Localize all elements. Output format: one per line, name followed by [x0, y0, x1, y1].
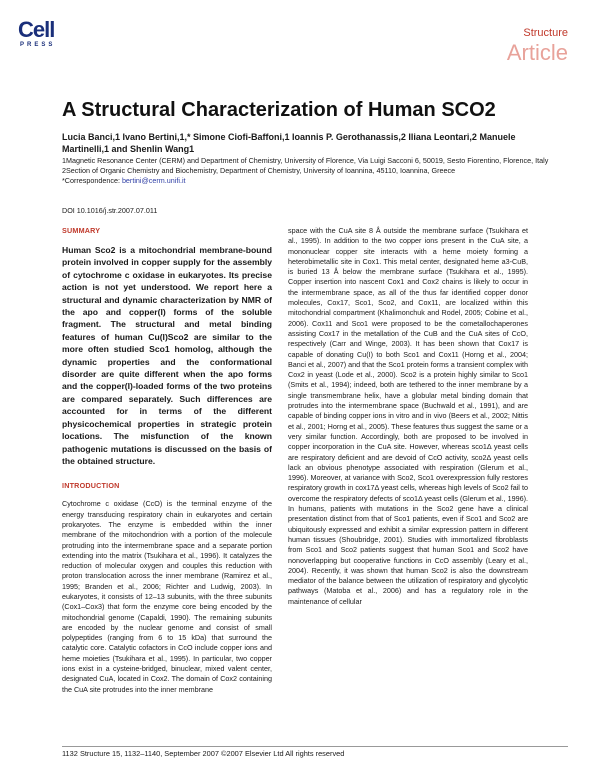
correspondence-email-link[interactable]: bertini@cerm.unifi.it	[121, 176, 186, 185]
column-two-text: space with the CuA site 8 Å outside the membrane surface (Tsukihara et al., 1995). In addition to the two copper ions present in the CuA site, a mononuclear copper site interacts with a heme moiety forming a heterobimetallic site in Cox1. This metal center, designated heme a3-CuB, is buried 13 Å below the membrane surface (Tsukihara et al., 1995). Copper insertion into nascent Cox1 and Cox2 chains is likely to occur in the intermembrane space, as all of the thus far identified copper donor molecules, Cox17, Sco1, Sco2, and Cox11, are localized within this mitochondrial compartment (Khalimonchuk and Rodel, 2005; Cobine et al., 2006). Cox11 and Sco1 were proposed to be the cometallochaperones assisting Cox17 in the metallation of the CuB and the CuA sites of CcO, respectively (Carr and Winge, 2003). It has been shown that Cox17 is capable of donating Cu(I) to both Sco1 and Cox11 (Horng et al., 2004; Banci et al., 2007) and that the Sco1 protein forms a transient complex with Cox2 in yeast (Lode et al., 2000). Sco2 is a protein highly similar to Sco1 (Smits et al., 1994); indeed, both are tethered to the inner membrane by a single transmembrane helix, have a globular metal binding domain that protrudes into the intermembrane space (Buchwald et al., 1991), and are capable of binding copper ions in vitro and in vivo (Beers et al., 2002; Nittis et al., 2001; Horng et al., 2005). These features thus suggest the same or a very similar function. Accordingly, both are proposed to be involved in copper incorporation in the CuA site. However, whereas sco1Δ yeast cells are respiratory deficient and are devoid of CcO activity, sco2Δ yeast cells lack an obvious phenotype associated with respiration (Glerum et al., 1996). Moreover, at variance with Sco2, Sco1 overexpression fully restores respiratory growth in cox17Δ yeast cells, whereas high levels of Sco2 fail to overcome the respiratory defects of sco1Δ yeast cells (Glerum et al., 1996). In humans, patients with mutations in the Sco2 gene have a clinical presentation distinct from that of Sco1 patients, even if Sco1 and Sco2 are ubiquitously expressed and exhibit a similar expression pattern in different human tissues (Shoubridge, 2001). Studies with immortalized fibroblasts from Sco1 and Sco2 patients suggest that human Sco1 and Sco2 have nonoverlapping but cooperative functions in CcO assembly (Leary et al., 2004). Recently, it was shown that human Sco2 is also the downstream mediator of the balance between the utilization of respiratory and glycolytic pathways (Matoba et al., 2006) and has a regulatory role in the maintenance of cellular	[288, 226, 528, 606]
author-list: Lucia Banci,1 Ivano Bertini,1,* Simone Ciofi-Baffoni,1 Ioannis P. Gerothanassis,2 Iliana Leontari,2 Manuele Martinelli,1 and Shenlin Wang1	[62, 132, 516, 154]
article-type: Article	[506, 40, 568, 65]
journal-name: Structure	[523, 27, 568, 39]
page-footer: 1132 Structure 15, 1132–1140, September 2007 ©2007 Elsevier Ltd All rights reserved	[62, 749, 345, 758]
left-column	[62, 226, 272, 695]
affiliations	[62, 156, 562, 186]
cell-logo-text: Cell	[18, 17, 55, 42]
footer-rule	[62, 746, 568, 747]
introduction-heading: INTRODUCTION	[62, 481, 120, 491]
introduction-text: Cytochrome c oxidase (CcO) is the terminal enzyme of the energy transducing respiratory chain in eukaryotes and certain prokaryotes. The enzyme is embedded within the inner membrane of the mitochondrion with a portion of the molecule protruding into the intermembrane space and a separate portion extending into the matrix (Tsukihara et al., 1996). It catalyzes the reduction of molecular oxygen and couples this reduction with proton translocation across the inner membrane (Ramirez et al., 1995; Branden et al., 2006; Richter and Ludwig, 2003). In eukaryotes, it consists of 12–13 subunits, with the three subunits (Cox1–Cox3) that form the enzyme core being encoded by the mitochondrial genome (Capaldi, 1990). The remaining subunits are encoded by the nuclear genome and consist of small polypeptides (ranging from 6 to 15 kDa) that surround the catalytic core. Catalytic cofactors in CcO include copper ions and heme moieties (Tsukihara et al., 1995). In particular, two copper ions exist in a cysteine-bridged, binuclear, mixed valent center, designated CuA, located in Cox2. The domain of Cox2 containing the CuA site protrudes into the inner membrane	[62, 499, 272, 694]
summary-heading: SUMMARY	[62, 226, 101, 235]
correspondence	[62, 176, 562, 186]
right-column	[288, 226, 528, 607]
paper-title: A Structural Characterization of Human SCO2	[62, 99, 496, 121]
correspondence-label: *Correspondence:	[62, 176, 122, 185]
summary-text: Human Sco2 is a mitochondrial membrane-bound protein involved in copper supply for the assembly of cytochrome c oxidase in eukaryotes. Its precise action is not yet understood. We report here a structural and dynamic characterization by NMR of the apo and copper(I) forms of the soluble fragment. The structural and metal binding features of human Cu(I)Sco2 are similar to the more often studied Sco1 homolog, although the dynamic properties and the conformational disorder are quite different when the apo forms and the copper(I)-loaded forms of the two proteins are compared separately. Such differences are accounted for in terms of the different physicochemical properties in strategic protein locations. The misfunction of the known pathogenic mutations is discussed on the basis of the obtained structure.	[62, 245, 272, 466]
press-logo-text: PRESS	[20, 42, 56, 48]
affiliation-1: 1Magnetic Resonance Center (CERM) and Department of Chemistry, University of Florence, Via Luigi Sacconi 6, 50019, Sesto Fiorentino, Florence, Italy	[62, 156, 549, 165]
affiliation-2: 2Section of Organic Chemistry and Biochemistry, Department of Chemistry, University of Ioannina, 45110, Ioannina, Greece	[62, 166, 456, 175]
doi: DOI 10.1016/j.str.2007.07.011	[62, 206, 158, 215]
